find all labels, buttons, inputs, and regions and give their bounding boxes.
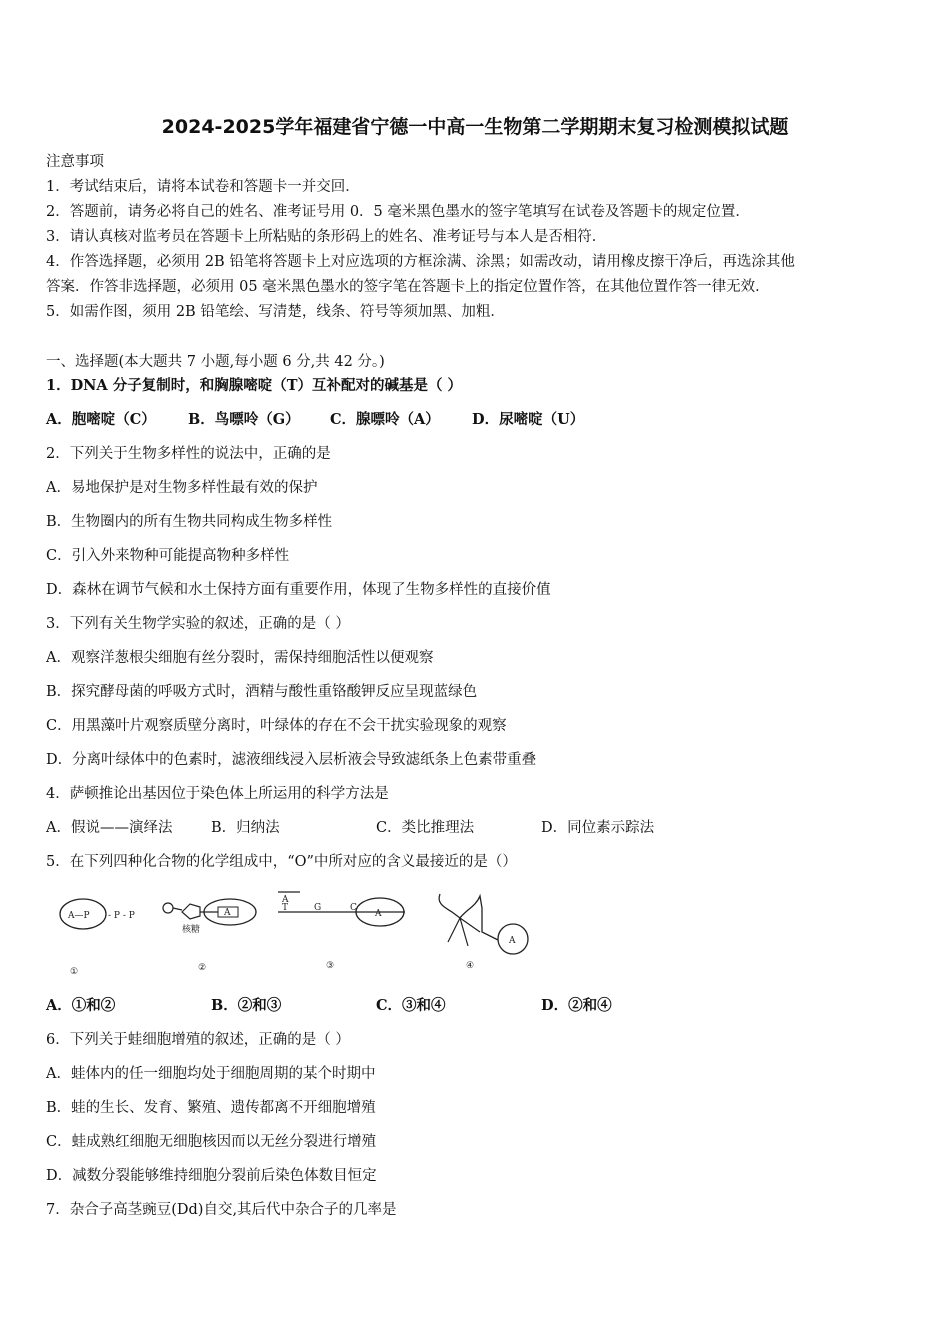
notice-item: 3．请认真核对监考员在答题卡上所粘贴的条形码上的姓名、准考证号与本人是否相符． bbox=[46, 229, 607, 245]
option-c[interactable]: C．蛙成熟红细胞无细胞核因而以无丝分裂进行增殖 bbox=[46, 1134, 377, 1150]
question-4-options bbox=[46, 818, 654, 838]
sugar-label: 核糖 bbox=[182, 925, 201, 935]
question-3-stem: 3．下列有关生物学实验的叙述，正确的是（ ） bbox=[46, 616, 350, 632]
option-d[interactable]: D．同位素示踪法 bbox=[541, 820, 655, 836]
option-d[interactable]: D．②和④ bbox=[541, 997, 612, 1014]
question-6-stem: 6．下列关于蛙细胞增殖的叙述，正确的是（ ） bbox=[46, 1032, 350, 1048]
diagram-1-label: A—P bbox=[68, 911, 90, 921]
option-b[interactable]: B．蛙的生长、发育、繁殖、遗传都离不开细胞增殖 bbox=[46, 1100, 376, 1116]
question-1-options bbox=[46, 410, 584, 430]
question-4-stem: 4．萨顿推论出基因位于染色体上所运用的科学方法是 bbox=[46, 786, 389, 802]
option-b[interactable]: B．鸟嘌呤（G） bbox=[188, 411, 300, 428]
compound-diagram bbox=[50, 882, 550, 982]
diagram-1-phosphates: - P - P bbox=[108, 911, 135, 921]
option-a[interactable]: A．易地保护是对生物多样性最有效的保护 bbox=[46, 480, 318, 496]
trna-shape bbox=[439, 894, 498, 940]
notice-heading: 注意事项 bbox=[46, 154, 104, 170]
bond-line bbox=[173, 908, 182, 910]
diagram-1-number: ① bbox=[70, 967, 79, 977]
question-5-options bbox=[46, 996, 612, 1016]
option-b[interactable]: B．②和③ bbox=[211, 997, 282, 1014]
diagram-4-number: ④ bbox=[466, 961, 475, 971]
section-heading: 一、选择题(本大题共 7 小题,每小题 6 分,共 42 分。) bbox=[46, 354, 385, 370]
trna-arms bbox=[448, 918, 480, 946]
option-c[interactable]: C．用黑藻叶片观察质壁分离时，叶绿体的存在不会干扰实验现象的观察 bbox=[46, 718, 507, 734]
notice-item: 5．如需作图，须用 2B 铅笔绘、写清楚，线条、符号等须加黑、加粗． bbox=[46, 304, 505, 320]
option-b[interactable]: B．生物圈内的所有生物共同构成生物多样性 bbox=[46, 514, 333, 530]
question-2-stem: 2．下列关于生物多样性的说法中，正确的是 bbox=[46, 446, 331, 462]
option-d[interactable]: D．减数分裂能够维持细胞分裂前后染色体数目恒定 bbox=[46, 1168, 377, 1184]
phosphate-circle bbox=[163, 903, 173, 913]
option-c[interactable]: C．腺嘌呤（A） bbox=[330, 411, 440, 428]
option-d[interactable]: D．尿嘧啶（U） bbox=[472, 411, 585, 428]
option-d[interactable]: D．森林在调节气候和水土保持方面有重要作用，体现了生物多样性的直接价值 bbox=[46, 582, 551, 598]
diagram-2-number: ② bbox=[198, 963, 207, 973]
option-a[interactable]: A．观察洋葱根尖细胞有丝分裂时，需保持细胞活性以便观察 bbox=[46, 650, 434, 666]
dna-base-a2: A bbox=[375, 909, 382, 919]
option-c[interactable]: C．引入外来物种可能提高物种多样性 bbox=[46, 548, 290, 564]
option-b[interactable]: B．归纳法 bbox=[211, 820, 280, 836]
dna-base-t: T bbox=[282, 903, 289, 913]
dna-base-c: C bbox=[350, 903, 357, 913]
option-a[interactable]: A．假说——演绎法 bbox=[46, 820, 173, 836]
sugar-pentagon bbox=[182, 904, 200, 919]
option-a[interactable]: A．蛙体内的任一细胞均处于细胞周期的某个时期中 bbox=[46, 1066, 376, 1082]
dna-base-g: G bbox=[314, 903, 322, 913]
question-5-stem: 5．在下列四种化合物的化学组成中，“O”中所对应的含义最接近的是（） bbox=[46, 854, 517, 870]
question-7-stem: 7．杂合子高茎豌豆(Dd)自交,其后代中杂合子的几率是 bbox=[46, 1202, 397, 1218]
diagram-3-number: ③ bbox=[326, 961, 335, 971]
option-d[interactable]: D．分离叶绿体中的色素时，滤液细线浸入层析液会导致滤纸条上色素带重叠 bbox=[46, 752, 537, 768]
dna-base-a: A bbox=[282, 895, 289, 905]
option-c[interactable]: C．类比推理法 bbox=[376, 820, 475, 836]
page-title: 2024-2025学年福建省宁德一中高一生物第二学期期末复习检测模拟试题 bbox=[161, 116, 789, 138]
question-1-stem: 1．DNA 分子复制时，和胸腺嘧啶（T）互补配对的碱基是（ ） bbox=[46, 377, 463, 394]
notice-item: 1．考试结束后，请将本试卷和答题卡一并交回． bbox=[46, 179, 360, 195]
notice-item: 4．作答选择题，必须用 2B 铅笔将答题卡上对应选项的方框涂满、涂黑；如需改动，请用橡皮擦干净后，再选涂其他 bbox=[46, 254, 795, 270]
option-c[interactable]: C．③和④ bbox=[376, 997, 446, 1014]
notice-item: 2．答题前，请务必将自己的姓名、准考证号用 0．5 毫米黑色墨水的签字笔填写在试卷及答题卡的规定位置． bbox=[46, 204, 750, 220]
trna-base-a: A bbox=[509, 936, 516, 946]
option-a[interactable]: A．胞嘧啶（C） bbox=[46, 411, 156, 428]
compound-diagram-svg bbox=[50, 882, 550, 982]
notice-item: 答案．作答非选择题，必须用 05 毫米黑色墨水的签字笔在答题卡上的指定位置作答，在其他位置作答一律无效． bbox=[46, 279, 770, 295]
option-a[interactable]: A．①和② bbox=[46, 997, 116, 1014]
option-b[interactable]: B．探究酵母菌的呼吸方式时，酒精与酸性重铬酸钾反应呈现蓝绿色 bbox=[46, 684, 478, 700]
base-label: A bbox=[224, 908, 231, 918]
